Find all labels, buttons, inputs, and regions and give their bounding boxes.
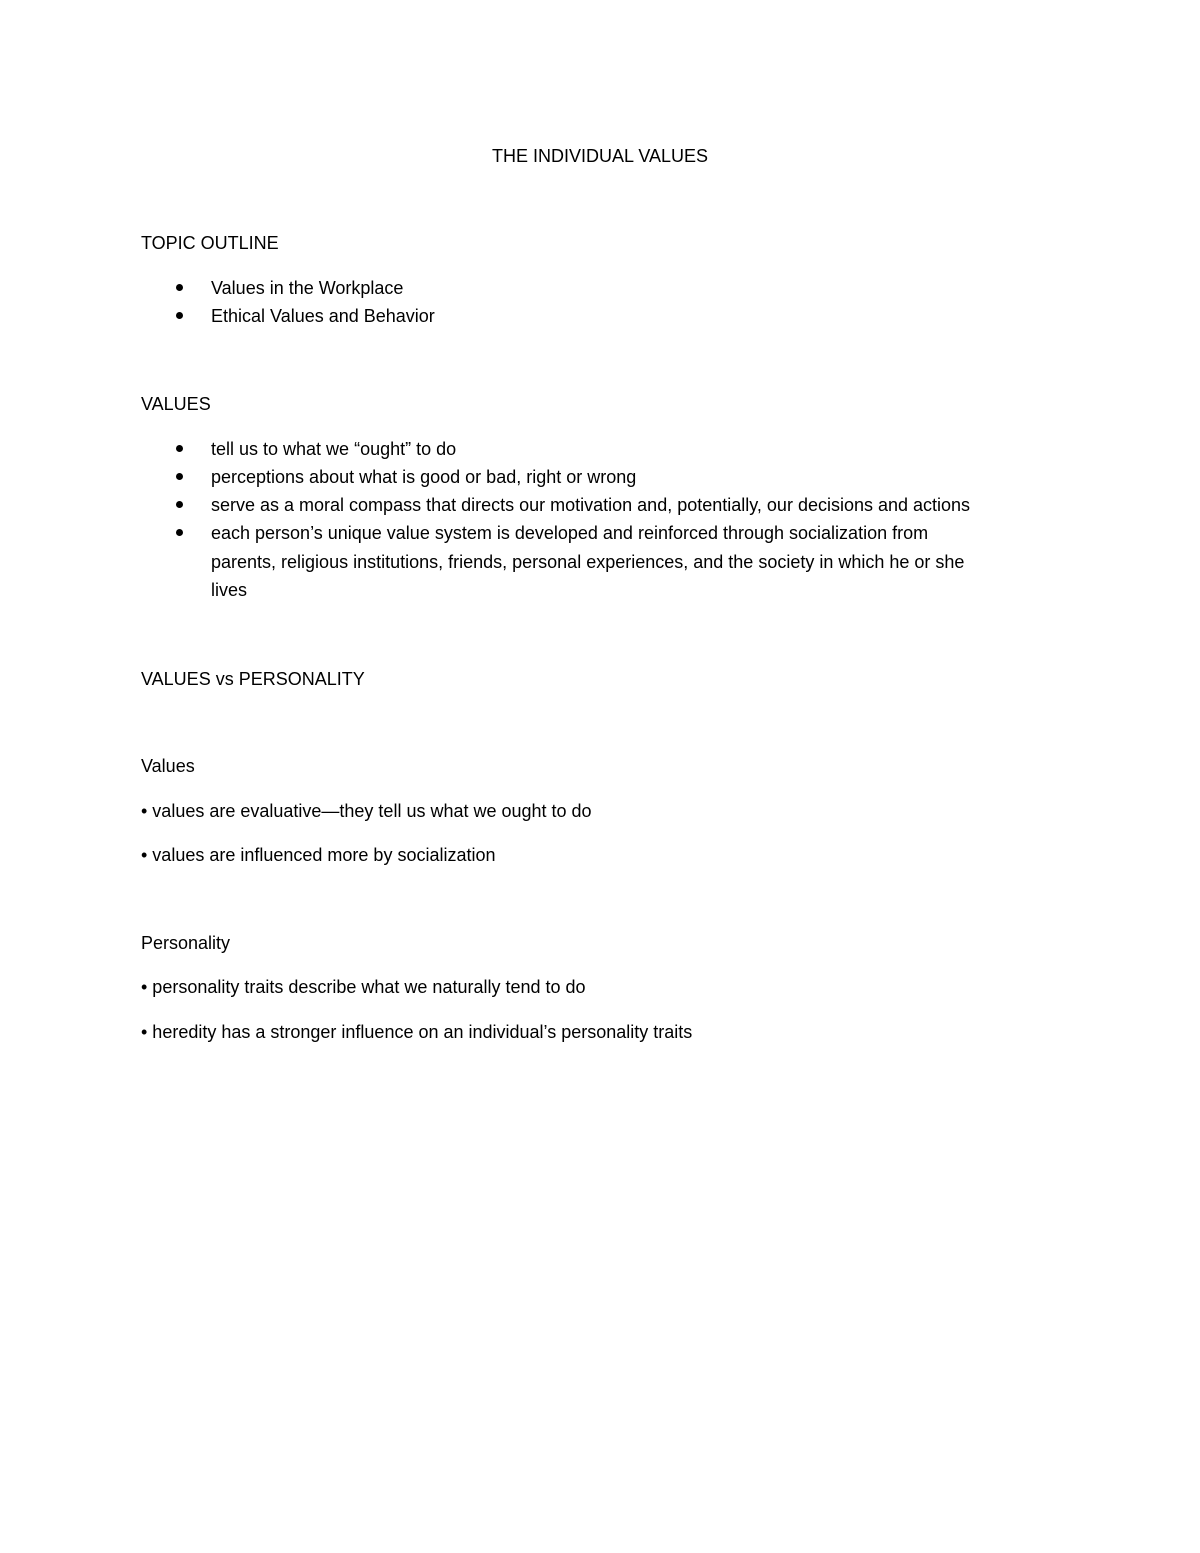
list-item: • values are influenced more by socialization: [141, 845, 496, 865]
list-item: • personality traits describe what we naturally tend to do: [141, 977, 586, 997]
list-item: Values in the Workplace: [211, 278, 404, 298]
list-item: each person’s unique value system is developed and reinforced through socialization from: [211, 523, 929, 543]
bullet-icon: [176, 445, 183, 452]
bullet-icon: [176, 529, 183, 536]
list-item: • heredity has a stronger influence on an individual’s personality traits: [141, 1022, 693, 1042]
list-item-continuation: parents, religious institutions, friends, personal experiences, and the society in which he or she: [211, 552, 965, 572]
bullet-icon: [176, 501, 183, 508]
page-title: THE INDIVIDUAL VALUES: [491, 146, 709, 166]
list-item: tell us to what we “ought” to do: [211, 439, 457, 459]
list-item-continuation: lives: [211, 580, 248, 600]
topic-outline-heading: TOPIC OUTLINE: [141, 233, 279, 253]
values-vs-personality-heading: VALUES vs PERSONALITY: [141, 669, 365, 689]
values-heading: VALUES: [141, 394, 211, 414]
list-item: perceptions about what is good or bad, right or wrong: [211, 467, 637, 487]
values-subheading: Values: [141, 756, 195, 776]
list-item: Ethical Values and Behavior: [211, 306, 435, 326]
list-item: serve as a moral compass that directs our motivation and, potentially, our decisions and actions: [211, 495, 971, 515]
personality-subheading: Personality: [141, 933, 231, 953]
bullet-icon: [176, 473, 183, 480]
bullet-icon: [176, 284, 183, 291]
bullet-icon: [176, 312, 183, 319]
list-item: • values are evaluative—they tell us what we ought to do: [141, 801, 592, 821]
